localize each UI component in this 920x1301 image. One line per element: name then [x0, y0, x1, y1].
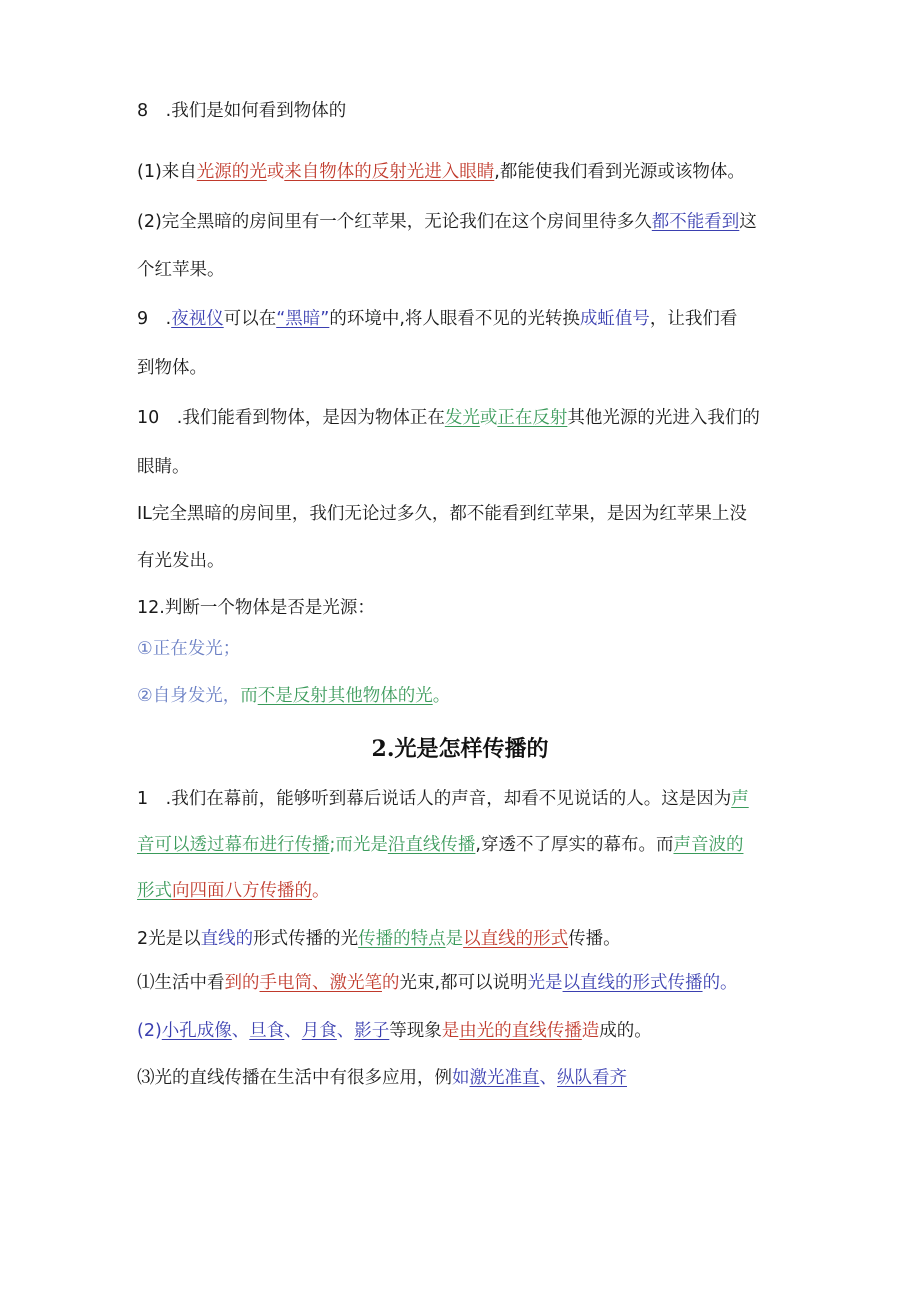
question-9-line2: 到物体。: [137, 358, 207, 378]
section-title: 2.光是怎样传播的: [371, 736, 549, 762]
question-9-line1: 9 .夜视仪可以在“黑暗”的环境中,将人眼看不见的光转换成蚯值号，让我们看: [137, 309, 738, 329]
s2-item-1-line2: 音可以透过幕布进行传播;而光是沿直线传播,穿透不了厚实的幕布。而声音波的: [137, 835, 744, 855]
question-11-line1: IL完全黑暗的房间里，我们无论过多久，都不能看到红苹果，是因为红苹果上没: [137, 504, 747, 524]
answer-8-1: (1)来自光源的光或来自物体的反射光进入眼睛,都能使我们看到光源或该物体。: [137, 162, 745, 182]
answer-8-2-line2: 个红苹果。: [137, 260, 225, 280]
s2-item-2: 2光是以直线的形式传播的光传播的特点是以直线的形式传播。: [137, 929, 621, 949]
answer-12-2: ②自身发光，而不是反射其他物体的光。: [137, 686, 451, 706]
question-8: 8 .我们是如何看到物体的: [137, 101, 347, 121]
s2-item-1-line1: 1 .我们在幕前，能够听到幕后说话人的声音，却看不见说话的人。这是因为声: [137, 789, 749, 809]
s2-item-2-1: ⑴生活中看到的手电筒、激光笔的光束,都可以说明光是以直线的形式传播的。: [137, 973, 738, 993]
question-10-line2: 眼睛。: [137, 457, 190, 477]
question-11-line2: 有光发出。: [137, 551, 225, 571]
question-12: 12.判断一个物体是否是光源：: [137, 598, 375, 618]
s2-item-2-2: (2)小孔成像、旦食、月食、影子等现象是由光的直线传播造成的。: [137, 1021, 652, 1041]
s2-item-1-line3: 形式向四面八方传播的。: [137, 881, 330, 901]
answer-8-2-line1: (2)完全黑暗的房间里有一个红苹果，无论我们在这个房间里待多久都不能看到这: [137, 212, 757, 232]
answer-12-1: ①正在发光；: [137, 639, 241, 659]
s2-item-2-3: ⑶光的直线传播在生活中有很多应用，例如激光准直、纵队看齐: [137, 1068, 627, 1088]
question-10-line1: 10 .我们能看到物体，是因为物体正在发光或正在反射其他光源的光进入我们的: [137, 408, 760, 428]
